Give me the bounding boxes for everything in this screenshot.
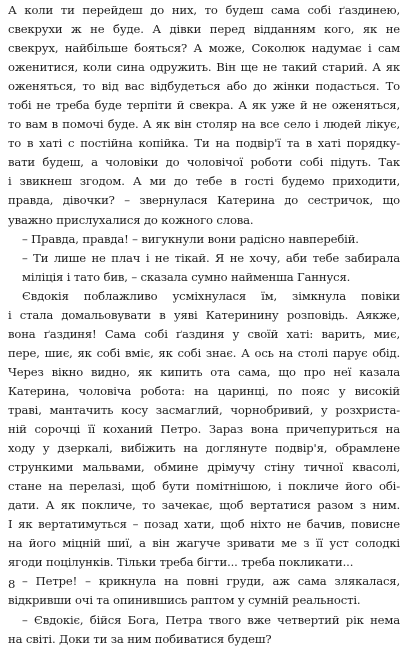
- text-line: – Ти лише не плач і не тікай. Я не хочу, аби тебе забирала: [22, 250, 400, 265]
- text-line: Через вікно видно, як кипить ота сама, що про неї казала: [8, 364, 400, 379]
- text-line: міліція і тато бив, – сказала сумно найменша Ганнуся.: [22, 269, 351, 284]
- text-line: пере, шиє, як собі вміє, як собі знає. А ось на столі парує обід.: [8, 345, 400, 360]
- text-line: А коли ти перейдеш до них, то будеш сама собі ґаздинею,: [8, 3, 400, 17]
- text-line: і звикнеш згодом. А ми до тебе в гості будемо приходити,: [8, 174, 400, 189]
- text-line: свекрухи ж не буде. А дівки перед відданням кого, як не: [8, 22, 400, 37]
- text-line: тобі не треба буде терпіти й свекра. А як уже й не оженяться,: [8, 98, 400, 113]
- text-line: ходу у дзеркалі, вибіжить на доглянуте подвір'я, обрамлене: [8, 441, 400, 456]
- text-line: І як вертатимуться – позад хати, щоб ніхто не бачив, повисне: [8, 517, 400, 532]
- text-line: ній сорочці її коханий Петро. Зараз вона причепуриться на: [8, 422, 400, 437]
- text-line: Катерина, чоловіча робота: на царинці, по пояс у високій: [8, 383, 400, 398]
- text-line: ягоди поцілунків. Тільки треба бігти... треба покликати...: [8, 555, 354, 570]
- text-line: траві, мантачить косу засмаглий, чорнобривий, у розхриста-: [8, 402, 400, 417]
- text-line: стрункими мальвами, обмине дрімучу стіну тичної квасолі,: [8, 460, 400, 475]
- text-line: то вам в помочі буде. А як він столяр на все село і людей лікує,: [8, 117, 400, 132]
- text-line: вати будеш, а чоловіки до чоловічої роботи собі підуть. Так: [8, 155, 400, 170]
- body-text: [8, 1, 400, 649]
- text-line: на світі. Доки ти за ним побиватися будеш?: [8, 631, 272, 646]
- text-line: уважно прислухалися до кожного слова.: [8, 212, 254, 227]
- page-number: 8: [8, 577, 16, 591]
- text-line: дати. А як покличе, то зачекає, щоб вертатися разом з ним.: [8, 498, 400, 513]
- text-line: то в хаті с постійна копійка. Ти на подвір'ї та в хаті порядку-: [8, 136, 400, 151]
- text-line: на його міцній шиї, а він жагуче зривати ме з її уст солодкі: [8, 536, 400, 551]
- text-line: правда, дівочки? – звернулася Катерина до сестричок, що: [8, 193, 400, 208]
- text-line: стане на перелазі, щоб бути помітнішою, і покличе його обі-: [8, 479, 400, 494]
- text-line: – Петре! – крикнула на повні груди, аж сама злякалася,: [22, 574, 400, 589]
- text-line: оженяться, то від вас відбудеться або до жінки подасться. То: [8, 79, 400, 94]
- text-line: вона ґаздиня! Сама собі ґаздиня у своїй хаті: варить, миє,: [8, 326, 400, 341]
- text-line: оженитися, коли сина одружить. Він ще не такий старий. А як: [8, 60, 400, 75]
- text-line: відкривши очі та опинившись раптом у сумній реальності.: [8, 593, 361, 608]
- text-line: свекрух, найбільше бояться? А може, Соколюк надумає і сам: [8, 41, 400, 56]
- text-line: Євдокія поблажливо усміхнулася їм, зімкнула повіки: [22, 288, 400, 303]
- text-line: – Євдокіє, бійся Бога, Петра твого вже четвертий рік нема: [22, 612, 400, 627]
- text-line: – Правда, правда! – вигукнули вони радісно навперебій.: [22, 231, 359, 246]
- text-line: і стала домальовувати в уяві Катеринину розповідь. Аякже,: [8, 307, 400, 322]
